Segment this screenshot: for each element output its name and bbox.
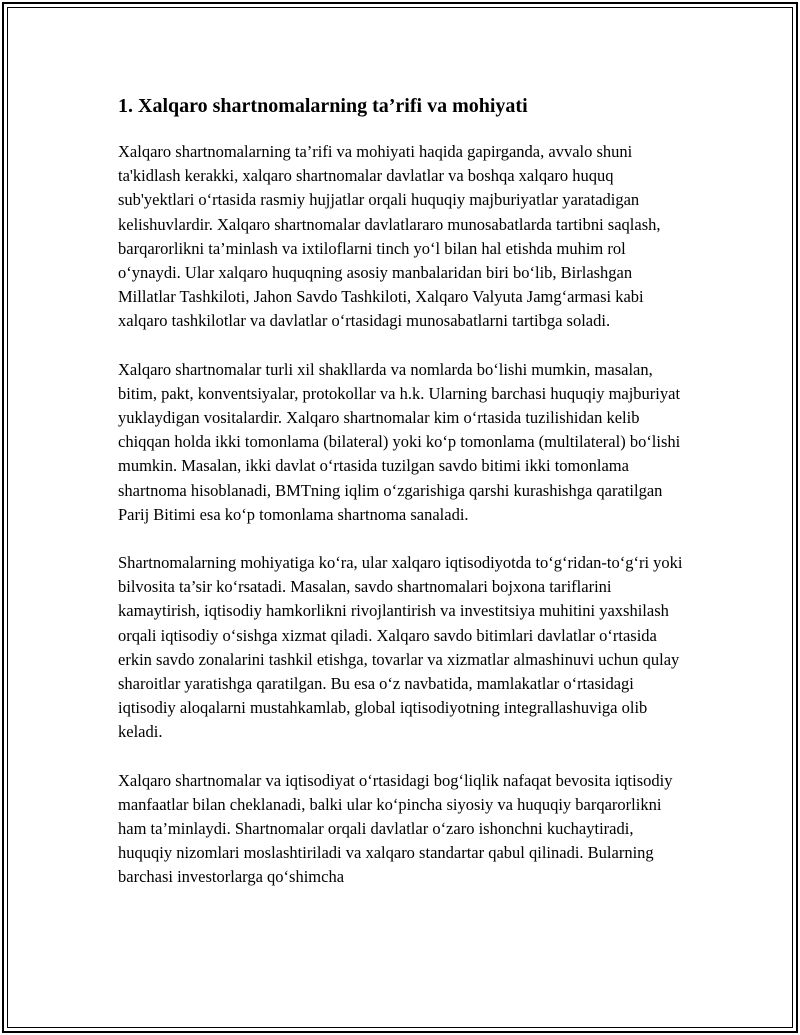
document-body bbox=[118, 92, 688, 914]
paragraph-2: Xalqaro shartnomalar turli xil shakllarda va nomlarda bo‘lishi mumkin, masalan, bitim, pakt, konventsiyalar, protokollar va h.k. Ularning barchasi huquqiy majburiyat yuklaydigan vositalardir. Xalqaro shartnomalar kim o‘rtasida tuzilishidan kelib chiqqan holda ikki tomonlama (bilateral) yoki ko‘p tomonlama (multilateral) bo‘lishi mumkin. Masalan, ikki davlat o‘rtasida tuzilgan savdo bitimi ikki tomonlama shartnoma hisoblanadi, BMTning iqlim o‘zgarishiga qarshi kurashishga qaratilgan Parij Bitimi esa ko‘p tomonlama shartnoma sanaladi. bbox=[118, 359, 681, 524]
paragraph-3: Shartnomalarning mohiyatiga ko‘ra, ular xalqaro iqtisodiyotda to‘g‘ridan-to‘g‘ri yoki bilvosita ta’sir ko‘rsatadi. Masalan, savdo shartnomalari bojxona tariflarini kamaytirish, iqtisodiy hamkorlikni rivojlantirish va investitsiya muhitini yaxshilash orqali iqtisodiy o‘sishga xizmat qiladi. Xalqaro savdo bitimlari davlatlar o‘rtasida erkin savdo zonalarini tashkil etishga, tovarlar va xizmatlar almashinuvi uchun qulay sharoitlar yaratishga qaratilgan. Bu esa o‘z navbatida, mamlakatlar o‘rtasidagi iqtisodiy aloqalarni mustahkamlab, global iqtisodiyotning integrallashuviga olib keladi. bbox=[118, 553, 683, 742]
paragraph-4: Xalqaro shartnomalar va iqtisodiyat o‘rtasidagi bog‘liqlik nafaqat bevosita iqtisodiy manfaatlar bilan cheklanadi, balki ular ko‘pincha siyosiy va huquqiy barqarorlikni ham ta’minlaydi. Shartnomalar orqali davlatlar o‘zaro ishonchni kuchaytiradi, huquqiy nizomlari moslashtiriladi va xalqaro standartar qabul qilinadi. Bularning barchasi investorlarga qo‘shimcha bbox=[118, 770, 673, 887]
paragraph-1: Xalqaro shartnomalarning ta’rifi va mohiyati haqida gapirganda, avvalo shuni ta'kidlash kerakki, xalqaro shartnomalar davlatlar va boshqa xalqaro huquq sub'yektlari o‘rtasida rasmiy hujjatlar orqali huquqiy majburiyatlar yaratadigan kelishuvlardir. Xalqaro shartnomalar davlatlararo munosabatlarda tartibni saqlash, barqarorlikni ta’minlash va ixtiloflarni tinch yo‘l bilan hal etishda muhim rol o‘ynaydi. Ular xalqaro huquqning asosiy manbalaridan biri bo‘lib, Birlashgan Millatlar Tashkiloti, Jahon Savdo Tashkiloti, Xalqaro Valyuta Jamg‘armasi kabi xalqaro tashkilotlar va davlatlar o‘rtasidagi munosabatlarni tartibga soladi. bbox=[118, 142, 661, 331]
section-title: 1. Xalqaro shartnomalarning ta’rifi va mohiyati bbox=[118, 95, 528, 117]
